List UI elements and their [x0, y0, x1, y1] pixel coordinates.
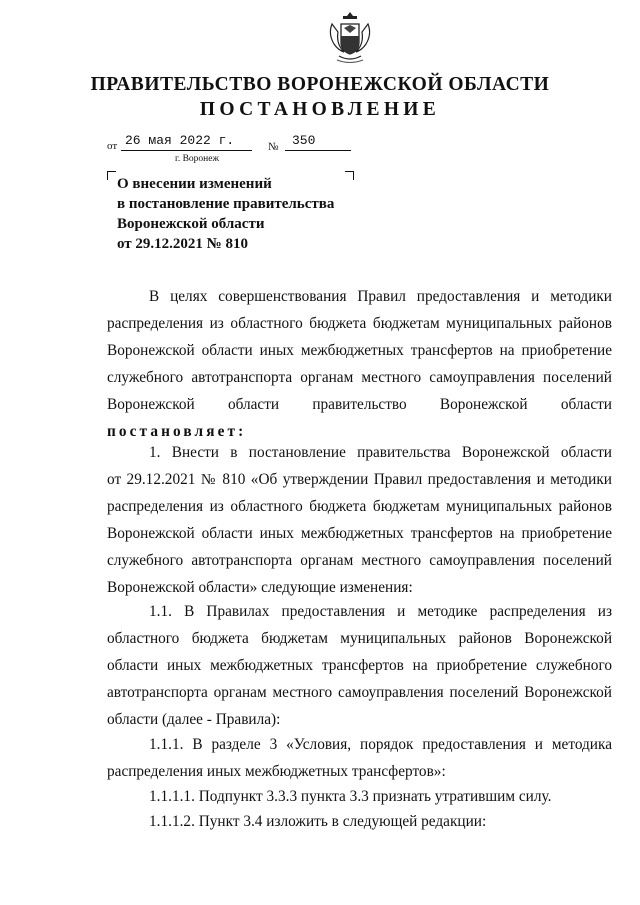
city-label: г. Воронеж [175, 154, 220, 164]
paragraph-1-1-1-1: 1.1.1.1. Подпункт 3.3.3 пункта 3.3 признать утратившим силу. [149, 788, 552, 805]
paragraph-1-line: служебного автотранспорта органам местного самоуправления поселений [107, 552, 612, 569]
paragraph-1-1-line: областного бюджета бюджетам муниципальных районов Воронежской [107, 630, 612, 647]
paragraph-1-1-line: области (далее - Правила): [107, 711, 281, 728]
paragraph-1-line: Воронежской области» следующие изменения: [107, 579, 413, 596]
date-value: 26 мая 2022 г. [125, 133, 235, 148]
title-line: в постановление правительства [117, 196, 335, 212]
paragraph-1-1-line: области иных межбюджетных трансфертов на приобретение служебного [107, 657, 612, 674]
resolves-word: постановляет: [107, 423, 247, 440]
title-corner-right [345, 171, 354, 180]
document-type-heading: ПОСТАНОВЛЕНИЕ [199, 99, 441, 120]
preamble-line: служебного автотранспорта органам местного самоуправления поселений [107, 369, 612, 386]
paragraph-1-1-1-line: распределения иных межбюджетных трансфертов»: [107, 763, 446, 780]
title-line: О внесении изменений [117, 176, 272, 192]
paragraph-1-line: Воронежской области иных межбюджетных трансфертов на приобретение [107, 525, 612, 542]
title-corner-left [107, 171, 116, 180]
coat-of-arms-emblem [327, 10, 373, 66]
paragraph-1-1-1-line: 1.1.1. В разделе 3 «Условия, порядок предоставления и методика [149, 736, 612, 753]
title-line: Воронежской области [117, 216, 265, 232]
document-title [117, 174, 334, 254]
number-field [285, 133, 351, 151]
from-label: от [107, 140, 118, 152]
number-value: 350 [292, 133, 316, 148]
paragraph-1-line: от 29.12.2021 № 810 «Об утверждении Правил предоставления и методики [107, 471, 612, 488]
preamble-line: Воронежской области иных межбюджетных трансфертов на приобретение [107, 342, 612, 359]
paragraph-1-1-line: автотранспорта органам местного самоуправления поселений Воронежской [107, 684, 612, 701]
preamble-line: В целях совершенствования Правил предоставления и методики [149, 288, 612, 305]
number-label: № [268, 141, 279, 153]
preamble-line: Воронежской области правительство Воронежской области [107, 396, 612, 413]
preamble-line: распределения из областного бюджета бюджетам муниципальных районов [107, 315, 612, 332]
paragraph-1-line: распределения из областного бюджета бюджетам муниципальных районов [107, 498, 612, 515]
title-line: от 29.12.2021 № 810 [117, 236, 248, 252]
paragraph-1-1-line: 1.1. В Правилах предоставления и методике распределения из [149, 603, 612, 620]
date-field [121, 133, 252, 151]
paragraph-1-1-1-2: 1.1.1.2. Пункт 3.4 изложить в следующей редакции: [149, 813, 487, 830]
paragraph-1-line: 1. Внести в постановление правительства Воронежской области [149, 444, 612, 461]
government-heading: ПРАВИТЕЛЬСТВО ВОРОНЕЖСКОЙ ОБЛАСТИ [90, 74, 550, 95]
